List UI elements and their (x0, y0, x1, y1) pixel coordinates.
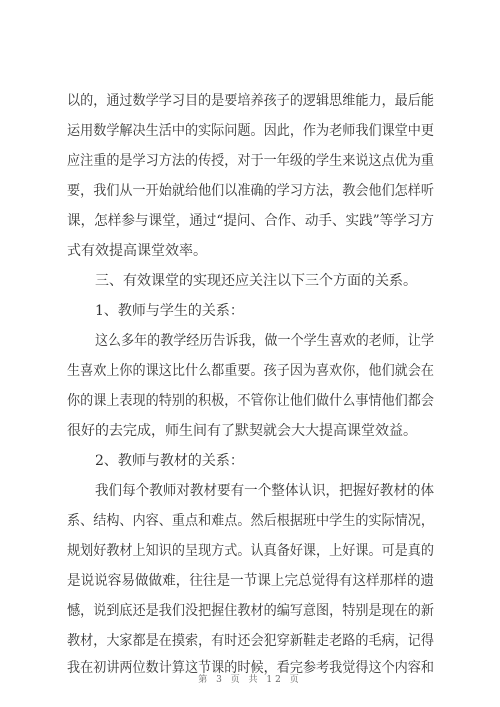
text-line-content: 应注重的是学习方法的传授，对于一年级的学生来说这点优为重 (67, 153, 434, 169)
text-line (0, 361, 500, 381)
text-line (0, 91, 500, 111)
text-line (0, 541, 500, 561)
text-line-content: 生喜欢上你的课这比什么都重要。孩子因为喜欢你，他们就会在 (67, 363, 434, 379)
text-line-content: 系、结构、内容、重点和难点。然后根据班中学生的实际情况， (67, 513, 434, 529)
text-line-content: 很好的去完成，师生间有了默契就会大大提高课堂效益。 (67, 423, 417, 439)
text-line (0, 511, 500, 531)
text-line-content: 要，我们从一开始就给他们以准确的学习方法，教会他们怎样听 (67, 183, 434, 199)
text-line-content: 规划好教材上知识的呈现方式。认真备好课，上好课。可是真的 (67, 543, 434, 559)
text-line-content: 这么多年的教学经历告诉我，做一个学生喜欢的老师，让学 (95, 333, 434, 349)
text-line (0, 451, 500, 471)
text-line-content: 1、教师与学生的关系： (95, 303, 244, 319)
text-line (0, 601, 500, 621)
text-line (0, 571, 500, 591)
text-line-content: 2、教师与教材的关系： (95, 453, 244, 469)
text-line-content: 教材，大家都是在摸索，有时还会犯穿新鞋走老路的毛病，记得 (67, 633, 434, 649)
text-line-content: 以的，通过数学学习目的是要培养孩子的逻辑思维能力，最后能 (67, 93, 434, 109)
text-line (0, 391, 500, 411)
text-line-content: 我在初讲两位数计算这节课的时候，看完参考我觉得这个内容和 (67, 660, 434, 676)
text-line (0, 121, 500, 141)
text-line (0, 151, 500, 171)
text-line (0, 241, 500, 261)
page-number-footer: 第 3 页 共 12 页 (198, 675, 302, 685)
text-line (0, 421, 500, 441)
text-line (0, 301, 500, 321)
text-line-content: 你的课上表现的特别的积极，不管你让他们做什么事情他们都会 (67, 393, 434, 409)
text-line (0, 211, 500, 231)
text-line (0, 181, 500, 201)
text-line (0, 271, 500, 291)
text-line (0, 631, 500, 651)
text-line (0, 331, 500, 351)
text-line-content: 三、有效课堂的实现还应关注以下三个方面的关系。 (95, 273, 417, 289)
text-line-content: 式有效提高课堂效率。 (67, 243, 207, 259)
text-line-content: 是说说容易做做难，往往是一节课上完总觉得有这样那样的遗 (67, 573, 434, 589)
text-line-content: 运用数学解决生活中的实际问题。因此，作为老师我们课堂中更 (67, 123, 434, 139)
text-line (0, 481, 500, 501)
text-line-content: 课，怎样参与课堂，通过“提问、合作、动手、实践”等学习方 (67, 213, 434, 229)
text-line-content: 憾，说到底还是我们没把握住教材的编写意图，特别是现在的新 (67, 603, 434, 619)
text-line-content: 我们每个教师对教材要有一个整体认识，把握好教材的体 (95, 483, 434, 499)
